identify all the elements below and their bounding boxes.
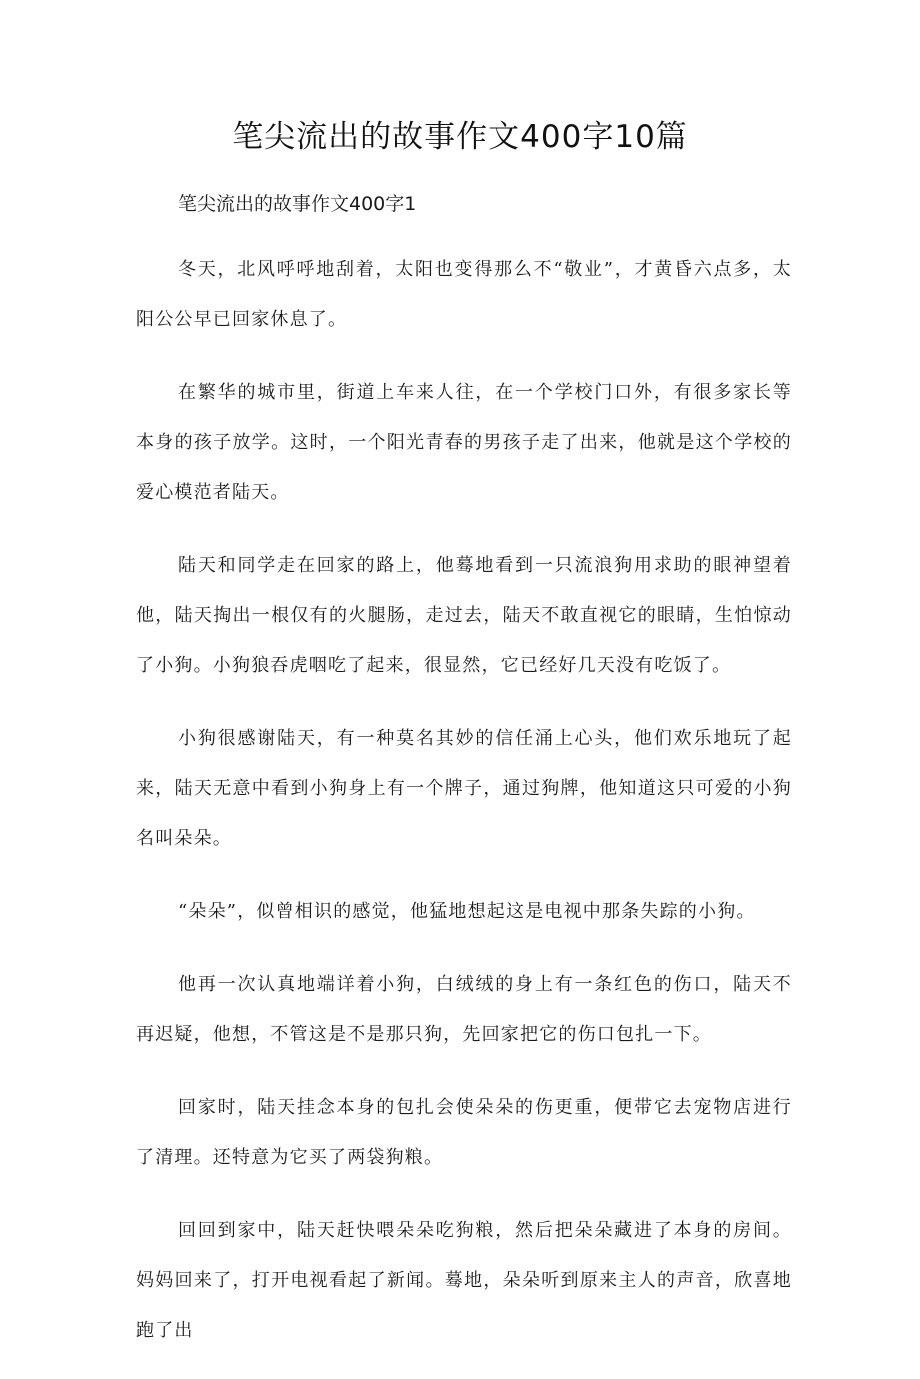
paragraph-4: 小狗很感谢陆天，有一种莫名其妙的信任涌上心头，他们欢乐地玩了起来，陆天无意中看到小狗身上有一个牌子，通过狗牌，他知道这只可爱的小狗名叫朵朵。: [136, 728, 792, 849]
paragraph-1: 冬天，北风呼呼地刮着，太阳也变得那么不“敬业”，才黄昏六点多，太阳公公早已回家休息了。: [136, 259, 792, 330]
section-subtitle: 笔尖流出的故事作文400字1: [178, 193, 417, 215]
paragraph-7: 回家时，陆天挂念本身的包扎会使朵朵的伤更重，便带它去宠物店进行了清理。还特意为它买了两袋狗粮。: [136, 1097, 792, 1168]
document-title: 笔尖流出的故事作文400字10篇: [232, 119, 688, 155]
paragraph-3: 陆天和同学走在回家的路上，他蓦地看到一只流浪狗用求助的眼神望着他，陆天掏出一根仅有的火腿肠，走过去，陆天不敢直视它的眼睛，生怕惊动了小狗。小狗狼吞虎咽吃了起来，很显然，它已经好几天没有吃饭了。: [136, 555, 792, 676]
paragraph-2: 在繁华的城市里，街道上车来人往，在一个学校门口外，有很多家长等本身的孩子放学。这时，一个阳光青春的男孩子走了出来，他就是这个学校的爱心模范者陆天。: [136, 382, 792, 503]
document-body: [136, 190, 792, 1379]
paragraph-8: 回回到家中，陆天赶快喂朵朵吃狗粮，然后把朵朵藏进了本身的房间。妈妈回来了，打开电视看起了新闻。蓦地，朵朵听到原来主人的声音，欣喜地跑了出: [136, 1220, 792, 1341]
paragraph-6: 他再一次认真地端详着小狗，白绒绒的身上有一条红色的伤口，陆天不再迟疑，他想，不管这是不是那只狗，先回家把它的伤口包扎一下。: [136, 974, 792, 1045]
paragraph-5: “朵朵”，似曾相识的感觉，他猛地想起这是电视中那条失踪的小狗。: [178, 901, 756, 922]
